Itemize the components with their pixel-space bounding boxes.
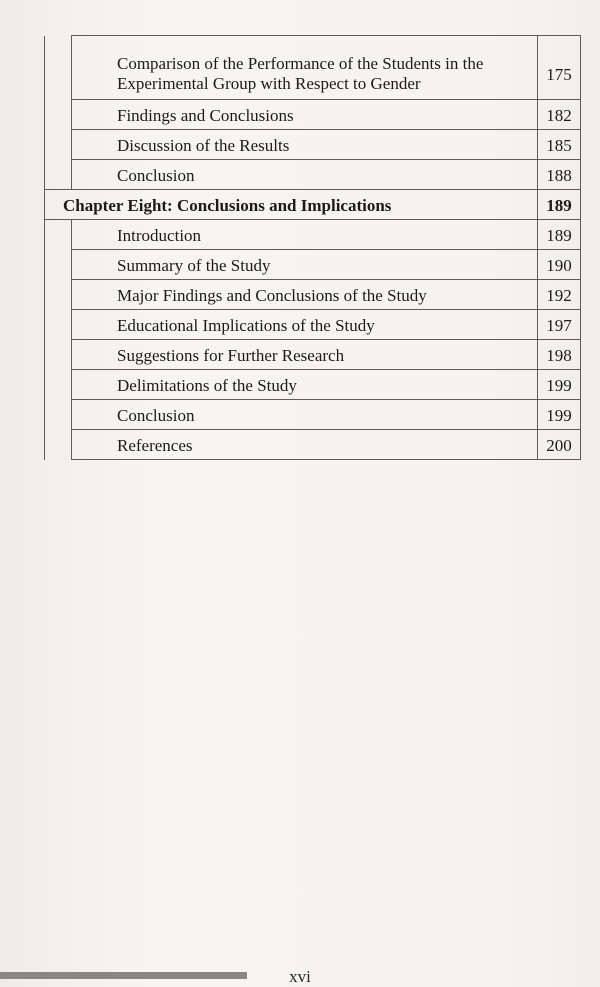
toc-margin-cell xyxy=(45,430,72,460)
toc-row xyxy=(45,100,581,130)
toc-margin-cell xyxy=(45,340,72,370)
toc-margin-cell xyxy=(45,100,72,130)
toc-entry-title: Major Findings and Conclusions of the Study xyxy=(72,280,538,310)
toc-page-number: 185 xyxy=(538,130,581,160)
toc-entry-title: References xyxy=(72,430,538,460)
toc-row xyxy=(45,430,581,460)
toc-page-number: 189 xyxy=(538,220,581,250)
toc-page-number: 182 xyxy=(538,100,581,130)
toc-page-number: 189 xyxy=(538,190,581,220)
toc-row xyxy=(45,400,581,430)
toc-row xyxy=(45,160,581,190)
toc-row xyxy=(45,250,581,280)
toc-page-number: 175 xyxy=(538,36,581,100)
toc-margin-cell xyxy=(45,250,72,280)
toc-page-number: 190 xyxy=(538,250,581,280)
toc-margin-cell xyxy=(45,36,72,100)
toc-entry-title: Delimitations of the Study xyxy=(72,370,538,400)
page-number: xvi xyxy=(289,967,311,986)
toc-page-number: 198 xyxy=(538,340,581,370)
toc-margin-cell xyxy=(45,130,72,160)
toc-row xyxy=(45,310,581,340)
toc-page-number: 192 xyxy=(538,280,581,310)
toc-entry-title: Findings and Conclusions xyxy=(72,100,538,130)
toc-page-number: 188 xyxy=(538,160,581,190)
toc-row xyxy=(45,280,581,310)
toc-entry-title: Suggestions for Further Research xyxy=(72,340,538,370)
toc-row xyxy=(45,220,581,250)
toc-row xyxy=(45,370,581,400)
toc-margin-cell xyxy=(45,370,72,400)
toc-page-number: 200 xyxy=(538,430,581,460)
toc-margin-cell xyxy=(45,310,72,340)
toc-margin-cell xyxy=(45,280,72,310)
toc-entry-title: Conclusion xyxy=(72,400,538,430)
toc-row xyxy=(45,36,581,100)
toc-entry-title: Introduction xyxy=(72,220,538,250)
table-of-contents xyxy=(44,35,581,460)
toc-margin-cell xyxy=(45,160,72,190)
toc-page-number: 199 xyxy=(538,400,581,430)
toc-row xyxy=(45,340,581,370)
toc-margin-cell xyxy=(45,220,72,250)
toc-entry-title: Conclusion xyxy=(72,160,538,190)
toc-chapter-row xyxy=(45,190,581,220)
toc-entry-title: Summary of the Study xyxy=(72,250,538,280)
toc-entry-title: Educational Implications of the Study xyxy=(72,310,538,340)
toc-entry-title: Discussion of the Results xyxy=(72,130,538,160)
toc-chapter-title: Chapter Eight: Conclusions and Implications xyxy=(45,190,538,220)
toc-margin-cell xyxy=(45,400,72,430)
toc-page-number: 197 xyxy=(538,310,581,340)
toc-page-number: 199 xyxy=(538,370,581,400)
toc-entry-title: Comparison of the Performance of the Students in the Experimental Group with Respect to Gender xyxy=(72,36,538,100)
toc-row xyxy=(45,130,581,160)
toc-body xyxy=(45,36,581,460)
